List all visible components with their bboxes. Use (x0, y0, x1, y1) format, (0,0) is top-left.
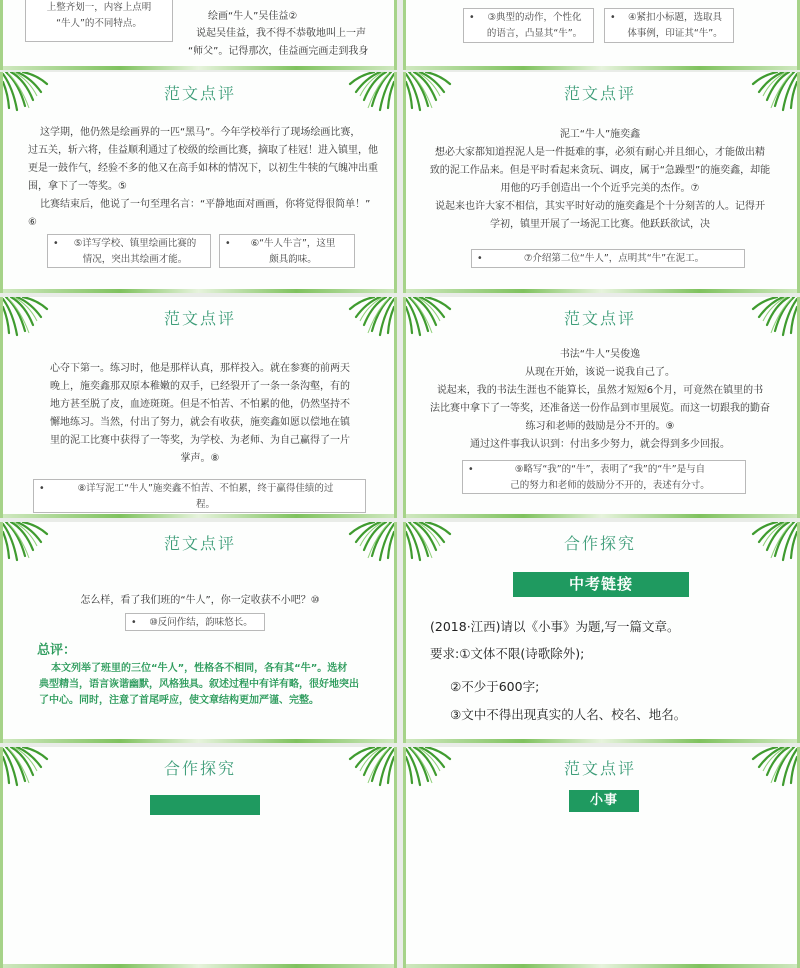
bullet-icon: • (477, 253, 483, 264)
annotation-line: ④紧扣小标题，选取具 (627, 12, 723, 23)
body-line: 比赛结束后，他说了一句至理名言：“平静地面对画画，你将觉得很简单！” (40, 199, 371, 210)
bamboo-leaves-icon (348, 522, 394, 562)
annotation-box (462, 460, 746, 494)
requirement-line: 要求:①文体不限(诗歌除外); (430, 646, 585, 661)
body-line: 法比赛中拿下了一等奖，还准备送一份作品到市里展览。而这一切跟我的勤奋 (430, 403, 770, 414)
annotation-line: ③典型的动作，个性化 (487, 12, 582, 23)
summary-line: 本文列举了班里的三位“牛人”，性格各不相同，各有其“牛”。选材 (51, 663, 348, 674)
bullet-icon: • (610, 12, 616, 23)
annotation-line: ⑦介绍第二位“牛人”，点明其“牛”在泥工。 (523, 253, 705, 264)
slide-thumbnail[interactable] (403, 72, 800, 293)
slide-thumbnail[interactable] (403, 297, 800, 518)
bamboo-leaves-icon (406, 72, 452, 112)
bullet-icon: • (468, 464, 474, 475)
annotation-box (219, 234, 355, 268)
bamboo-leaves-icon (3, 72, 49, 112)
annotation-line: 己的努力和老师的鼓励分不开的，表述有分寸。 (510, 480, 710, 491)
annotation-line: 情况，突出其绘画才能。 (82, 254, 188, 265)
body-line: 过五关，斩六将，佳益顺利通过了校级的绘画比赛，摘取了桂冠！进入镇里，他 (28, 145, 378, 156)
body-line: 用他的巧手创造出一个个近乎完美的杰作。⑦ (500, 183, 700, 194)
slide-title: 范文点评 (163, 534, 237, 553)
slide-title: 范文点评 (563, 309, 637, 328)
slide-thumbnail[interactable] (403, 522, 800, 743)
bamboo-leaves-icon (348, 747, 394, 787)
bamboo-leaves-icon (406, 747, 452, 787)
slide-title: 范文点评 (563, 84, 637, 103)
body-line: “师父”。记得那次，佳益画完画走到我身 (188, 46, 369, 57)
slide-title: 范文点评 (163, 84, 237, 103)
annotation-box (47, 234, 211, 268)
annotation-line: ⑩反问作结，韵味悠长。 (149, 617, 253, 628)
body-line: 说起来，我的书法生涯也不能算长，虽然才短短6个月，可竟然在镇里的书 (436, 385, 764, 396)
subheading: 泥工“牛人”施奕鑫 (559, 129, 641, 140)
bamboo-leaves-icon (3, 522, 49, 562)
slide-title: 范文点评 (563, 759, 637, 778)
annotation-line: ⑥“牛人牛言”，这里 (250, 238, 336, 249)
summary-label: 总评： (37, 643, 77, 658)
banner (150, 795, 260, 815)
slide-thumbnail[interactable] (403, 747, 800, 968)
body-line: 练习和老师的鼓励是分不开的。⑨ (525, 421, 675, 432)
slide-thumbnail[interactable] (0, 747, 397, 968)
subheading: 书法“牛人”吴俊逸 (559, 349, 641, 360)
body-line: 说起吴佳益，我不得不恭敬地叫上一声 (196, 28, 366, 39)
bullet-icon: • (469, 12, 475, 23)
body-line: ⑥ (28, 217, 37, 228)
slide-thumbnail[interactable] (0, 72, 397, 293)
annotation-box (471, 249, 745, 268)
body-line: 懈地练习。当然，付出了努力，就会有收获，施奕鑫如愿以偿地在镇 (50, 417, 350, 428)
body-line: 想必大家都知道捏泥人是一件挺难的事，必须有耐心并且细心，才能做出精 (435, 147, 765, 158)
annotation-line: 的语言，凸显其“牛”。 (486, 28, 583, 39)
essay-title-banner: 小事 (569, 790, 639, 812)
bamboo-leaves-icon (751, 747, 797, 787)
slide-thumbnail[interactable] (0, 522, 397, 743)
bamboo-leaves-icon (348, 72, 394, 112)
body-line: 从现在开始，该说一说我自己了。 (525, 367, 675, 378)
annotation-line: 上整齐划一，内容上点明 (46, 2, 152, 13)
bullet-icon: • (225, 238, 231, 249)
prompt-line: (2018·江西)请以《小事》为题,写一篇文章。 (430, 619, 680, 634)
body-line: 掌声。⑧ (180, 453, 220, 464)
exam-link-banner: 中考链接 (513, 572, 689, 597)
annotation-box (125, 613, 265, 631)
slide-title: 范文点评 (163, 309, 237, 328)
requirement-line: ②不少于600字; (450, 679, 540, 694)
annotation-box (33, 479, 366, 513)
body-line: 围，拿下了一等奖。⑤ (28, 181, 127, 192)
bullet-icon: • (53, 238, 59, 249)
slide-title: 合作探究 (163, 759, 237, 778)
body-line: 心夺下第一。练习时，他是那样认真，那样投入。就在参赛的前两天 (50, 363, 350, 374)
annotation-box (463, 8, 594, 43)
bamboo-leaves-icon (406, 522, 452, 562)
bamboo-leaves-icon (751, 297, 797, 337)
body-line: 更是一鼓作气，经验不多的他又在高手如林的情况下，以初生牛犊的气魄冲出重 (28, 163, 378, 174)
annotation-line: 程。 (195, 499, 215, 510)
body-line: 晚上，施奕鑫那双原本稚嫩的双手，已经裂开了一条一条沟壑，有的 (50, 381, 350, 392)
body-line: 学初，镇里开展了一场泥工比赛。他跃跃欲试，决 (490, 219, 710, 230)
bamboo-leaves-icon (3, 297, 49, 337)
body-line: 地方甚至脱了皮，血迹斑斑。但是不怕苦、不怕累的他，仍然坚持不 (50, 399, 350, 410)
summary-line: 了中心。同时，注意了首尾呼应，使文章结构更加严谨、完整。 (39, 695, 319, 706)
annotation-line: 颇具韵味。 (269, 254, 317, 265)
annotation-line: “牛人”的不同特点。 (56, 18, 142, 29)
annotation-line: ⑤详写学校、镇里绘画比赛的 (73, 238, 197, 249)
annotation-box (604, 8, 734, 43)
summary-line: 典型精当，语言诙谐幽默，风格独具。叙述过程中有详有略，很好地突出 (39, 679, 359, 690)
slide-thumbnail[interactable] (0, 297, 397, 518)
annotation-line: ⑧详写泥工“牛人”施奕鑫不怕苦、不怕累，终于赢得佳绩的过 (77, 483, 334, 494)
body-line: 里的泥工比赛中获得了一等奖，为学校、为老师、为自己赢得了一片 (50, 435, 350, 446)
bullet-icon: • (39, 483, 45, 494)
bamboo-leaves-icon (348, 297, 394, 337)
annotation-box (25, 0, 173, 42)
subheading: 绘画“牛人”吴佳益② (208, 11, 298, 22)
bamboo-leaves-icon (751, 72, 797, 112)
body-line: 说起来也许大家不相信，其实平时好动的施奕鑫是个十分刻苦的人。记得开 (435, 201, 765, 212)
body-line: 怎么样，看了我们班的“牛人”，你一定收获不小吧？⑩ (80, 595, 320, 606)
body-line: 这学期，他仍然是绘画界的一匹“黑马”。今年学校举行了现场绘画比赛， (40, 127, 361, 138)
bamboo-leaves-icon (3, 747, 49, 787)
slide-title: 合作探究 (563, 534, 637, 553)
requirement-line: ③文中不得出现真实的人名、校名、地名。 (450, 707, 687, 722)
body-line: 致的泥工作品来。但是平时看起来贪玩、调皮，属于“急躁型”的施奕鑫，却能 (429, 165, 771, 176)
body-line: 通过这件事我认识到：付出多少努力，就会得到多少回报。 (470, 439, 730, 450)
bamboo-leaves-icon (751, 522, 797, 562)
annotation-line: 体事例，印证其“牛”。 (627, 28, 723, 39)
annotation-line: ⑨略写“我”的“牛”，表明了“我”的“牛”是与自 (514, 464, 706, 475)
bullet-icon: • (131, 617, 137, 628)
bamboo-leaves-icon (406, 297, 452, 337)
